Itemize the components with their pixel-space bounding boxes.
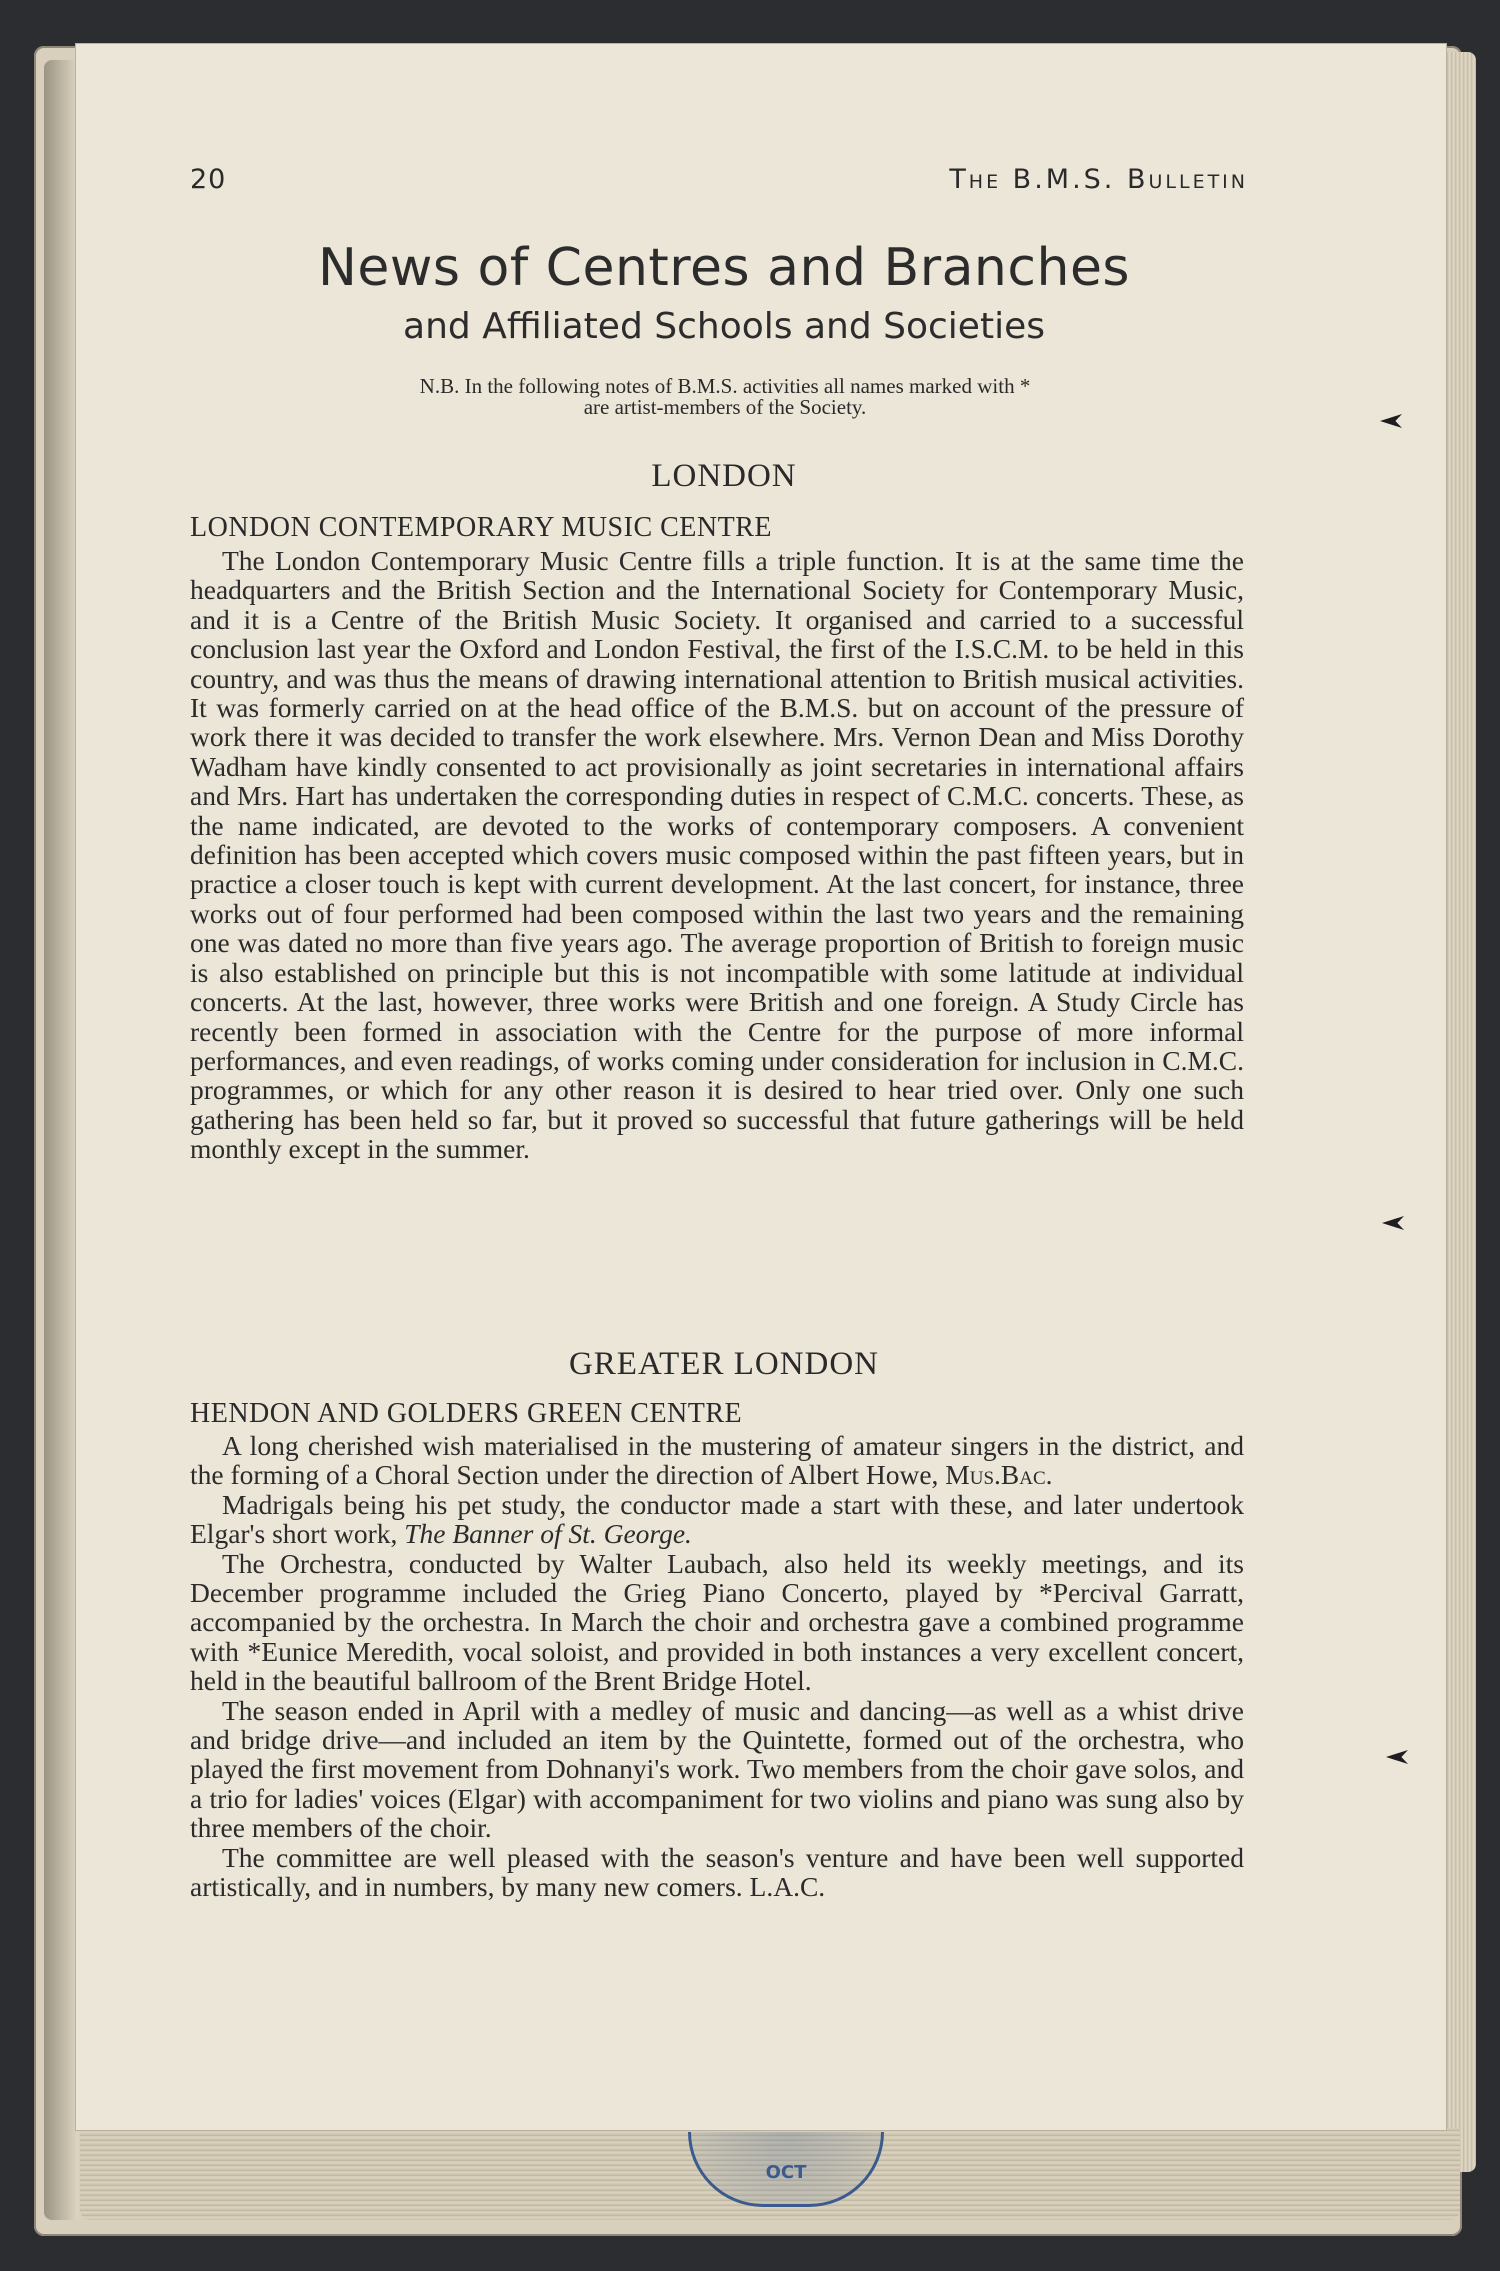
editorial-note (250, 376, 1200, 418)
paragraph: The Orchestra, conducted by Walter Laubach, also held its weekly meetings, and its December programme included the Grieg Piano Concerto, played by *Percival Garratt, accompanied by the orchestra. In March the choir and orchestra gave a combined programme with *Eunice Meredith, vocal soloist, and provided in both instances a very excellent concert, held in the beautiful ballroom of the Brent Bridge Hotel. (190, 1547, 1244, 1697)
hendon-body (190, 1431, 1244, 1902)
running-head: The B.M.S. Bulletin (949, 164, 1248, 195)
centre-heading-hendon: HENDON AND GOLDERS GREEN CENTRE (190, 1398, 743, 1429)
section-heading-greater-london: GREATER LONDON (568, 1346, 880, 1382)
page-title: News of Centres and Branches (317, 238, 1131, 298)
paragraph: The season ended in April with a medley of music and dancing—as well as a whist drive and bridge drive—and included an item by the Quintette, formed out of the orchestra, who played the first movement from Dohnanyi's work. Two members from the choir gave solos, and a trio for ladies' voices (Elgar) with accompaniment for two violins and piano was sung also by three members of the choir. (190, 1694, 1244, 1844)
page-number: 20 (190, 164, 227, 195)
paragraph (190, 1490, 1244, 1549)
work-title: The Banner of St. George. (404, 1518, 692, 1550)
note-line-2: are artist-members of the Society. (583, 395, 867, 419)
degree-abbreviation: Mus.Bac. (945, 1459, 1053, 1491)
paragraph (190, 1431, 1244, 1490)
page-subtitle: and Affiliated Schools and Societies (403, 306, 1045, 347)
stamp-text: OCT (765, 2162, 807, 2183)
lcmc-body (190, 546, 1244, 1164)
note-line-1: N.B. In the following notes of B.M.S. activities all names marked with * (419, 374, 1031, 398)
paragraph: The committee are well pleased with the season's venture and have been well supported artistically, and in numbers, by many new comers. L.A.C. (190, 1841, 1244, 1903)
section-heading-london: LONDON (651, 458, 797, 494)
paragraph-text: A long cherished wish materialised in the mustering of amateur singers in the district, and the forming of a Choral Section under the direction of Albert Howe, (190, 1430, 1244, 1491)
paragraph-text: Madrigals being his pet study, the conductor made a start with these, and later undertook Elgar's short work, (190, 1488, 1244, 1550)
binding-shadow (44, 60, 78, 2220)
centre-heading-lcmc: LONDON CONTEMPORARY MUSIC CENTRE (190, 512, 773, 543)
page-header (190, 164, 1248, 204)
paragraph: The London Contemporary Music Centre fills a triple function. It is at the same time the headquarters and the British Section and the International Society for Contemporary Music, and it is a Centre of the British Music Society. It organised and carried to a successful conclusion last year the Oxford and London Festival, the first of the I.S.C.M. to be held in this country, and was thus the means of drawing international attention to British musical activities. It was formerly carried on at the head office of the B.M.S. but on account of the pressure of work there it was decided to transfer the work elsewhere. Mrs. Vernon Dean and Miss Dorothy Wadham have kindly consented to act provisionally as joint secretaries in international affairs and Mrs. Hart has undertaken the corresponding duties in respect of C.M.C. concerts. These, as the name indicated, are devoted to the works of contemporary composers. A convenient definition has been accepted which covers music composed within the past fifteen years, but in practice a closer touch is kept with current development. At the last concert, for instance, three works out of four performed had been composed within the last two years and the remaining one was dated no more than five years ago. The average proportion of British to foreign music is also established on principle but this is not incompatible with some latitude at individual concerts. At the last, however, three works were British and one foreign. A Study Circle has recently been formed in association with the Centre for the purpose of more informal performances, and even readings, of works coming under consideration for inclusion in C.M.C. programmes, or which for any other reason it is desired to hear tried over. Only one such gathering has been held so far, but it proved so successful that future gatherings will be held monthly except in the summer. (190, 545, 1244, 1165)
